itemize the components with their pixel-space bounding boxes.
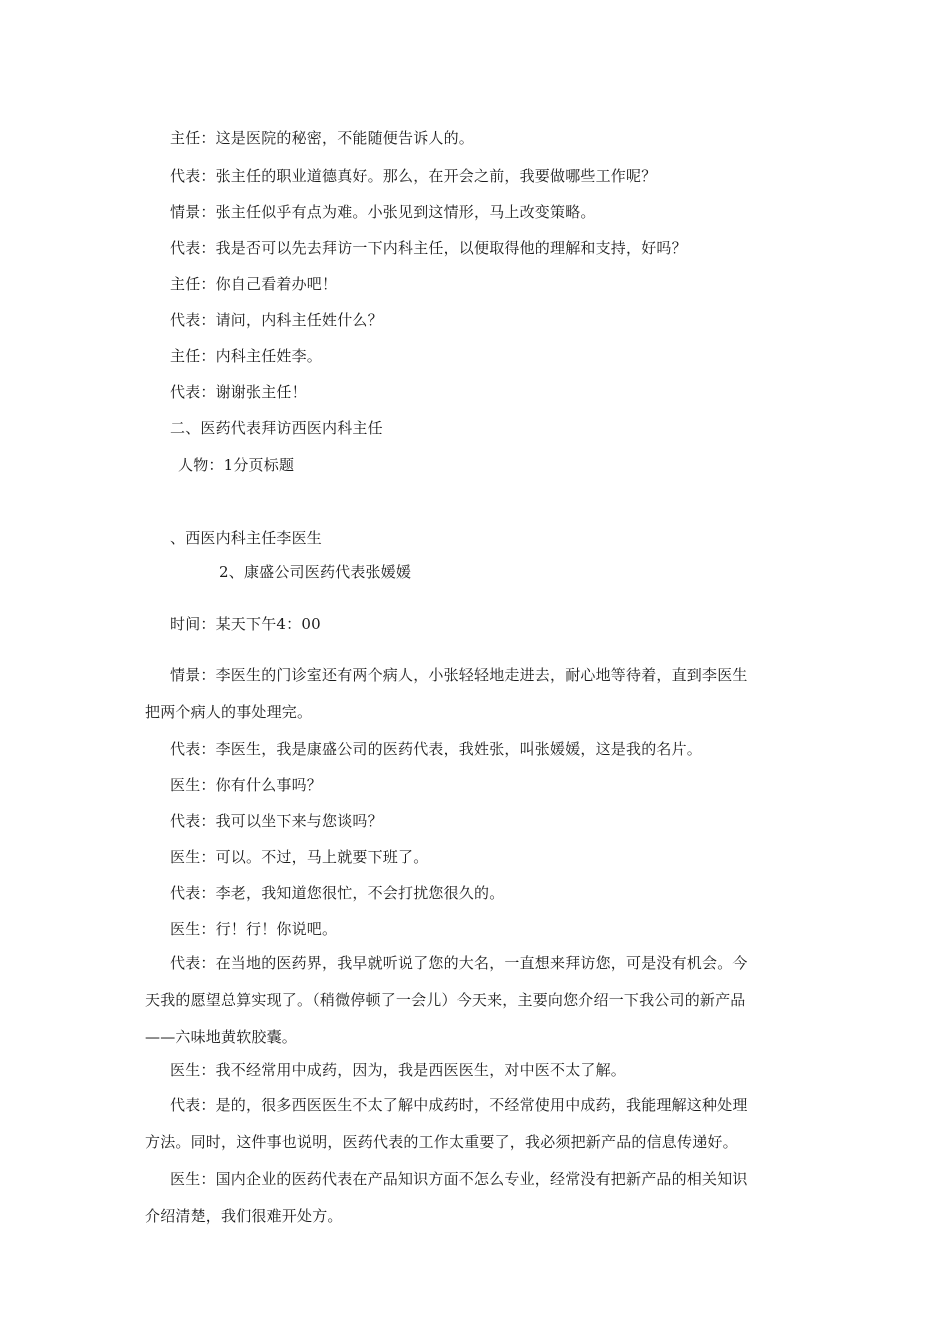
section-heading: 二、医药代表拜访西医内科主任 [170, 419, 383, 437]
paragraph-line: 代表：在当地的医药界，我早就听说了您的大名，一直想来拜访您，可是没有机会。今 [170, 954, 748, 972]
dialogue-paragraph: 医生：你有什么事吗？ [170, 776, 323, 794]
paragraph-line: 代表：是的，很多西医医生不太了解中成药时，不经常使用中成药，我能理解这种处理 [170, 1096, 748, 1114]
dialogue-line: 代表：张主任的职业道德真好。那么，在开会之前，我要做哪些工作呢？ [170, 167, 657, 185]
dialogue-paragraph: 医生：行！行！你说吧。 [170, 920, 338, 938]
dialogue-line: 代表：我是否可以先去拜访一下内科主任，以便取得他的理解和支持，好吗？ [170, 239, 687, 257]
dialogue-paragraph [145, 1161, 748, 1235]
paragraph-line: ——六味地黄软胶囊。 [145, 1028, 298, 1046]
character-item: 、西医内科主任李医生 [170, 529, 323, 547]
dialogue-line: 代表：谢谢张主任！ [170, 383, 307, 401]
dialogue-paragraph [145, 1087, 748, 1161]
paragraph-line: 天我的愿望总算实现了。（稍微停顿了一会儿）今天来，主要向您介绍一下我公司的新产品 [145, 991, 746, 1009]
paragraph-line: 把两个病人的事处理完。 [145, 703, 313, 721]
dialogue-paragraph: 代表：李医生，我是康盛公司的医药代表，我姓张，叫张媛媛，这是我的名片。 [170, 740, 703, 758]
dialogue-line: 主任：你自己看着办吧！ [170, 275, 338, 293]
paragraph-line: 介绍清楚，我们很难开处方。 [145, 1207, 343, 1225]
dialogue-line: 主任：这是医院的秘密，不能随便告诉人的。 [170, 129, 475, 147]
dialogue-line: 代表：请问，内科主任姓什么？ [170, 311, 383, 329]
scene-paragraph [145, 657, 748, 731]
dialogue-paragraph: 医生：我不经常用中成药，因为，我是西医医生，对中医不太了解。 [170, 1061, 627, 1079]
paragraph-line: 情景：李医生的门诊室还有两个病人，小张轻轻地走进去，耐心地等待着，直到李医生 [170, 666, 748, 684]
paragraph-line: 医生：国内企业的医药代表在产品知识方面不怎么专业，经常没有把新产品的相关知识 [170, 1170, 748, 1188]
character-item: 2、康盛公司医药代表张媛媛 [219, 563, 412, 581]
dialogue-paragraph: 代表：李老，我知道您很忙，不会打扰您很久的。 [170, 884, 505, 902]
time-line: 时间：某天下午4：00 [170, 615, 321, 633]
dialogue-paragraph [145, 945, 748, 1056]
dialogue-line: 主任：内科主任姓李。 [170, 347, 323, 365]
dialogue-paragraph: 代表：我可以坐下来与您谈吗？ [170, 812, 383, 830]
paragraph-line: 方法。同时，这件事也说明，医药代表的工作太重要了，我必须把新产品的信息传递好。 [145, 1133, 738, 1151]
dialogue-paragraph: 医生：可以。不过，马上就要下班了。 [170, 848, 429, 866]
scene-line: 情景：张主任似乎有点为难。小张见到这情形，马上改变策略。 [170, 203, 596, 221]
characters-line: 人物：1分页标题 [178, 456, 295, 474]
